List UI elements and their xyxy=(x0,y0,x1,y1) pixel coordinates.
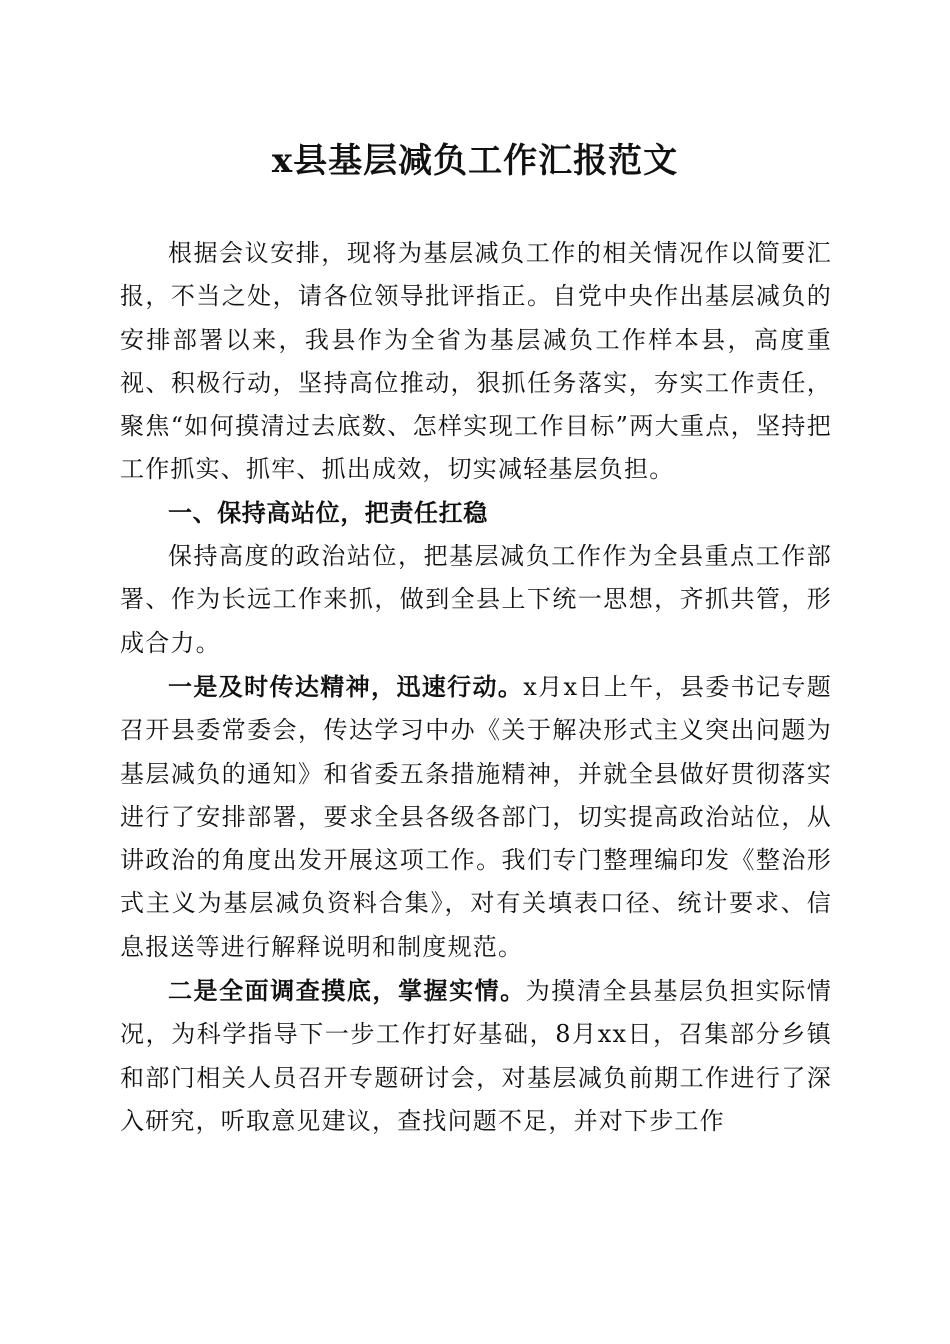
document-body xyxy=(120,232,832,1143)
point-text-1: x月x日上午，县委书记专题召开县委常委会，传达学习中办《关于解决形式主义突出问题为基层减负的通知》和省委五条措施精神，并就全县做好贯彻落实进行了安排部署，要求全县各级各部门，切实提高政治站位，从讲政治的角度出发开展这项工作。我们专门整理编印发《整治形式主义为基层减负资料合集》，对有关填表口径、统计要求、信息报送等进行解释说明和制度规范。 xyxy=(120,672,832,961)
point-text-2: 为摸清全县基层负担实际情况，为科学指导下一步工作打好基础，8月xx日，召集部分乡镇和部门相关人员召开专题研讨会，对基层减负前期工作进行了深入研究，听取意见建议，查找问题不足，并对下步工作 xyxy=(120,977,832,1135)
point-paragraph-1 xyxy=(120,665,832,969)
section-heading: 一、保持高站位，把责任扛稳 xyxy=(168,498,488,527)
point-lead-1: 一是及时传达精神，迅速行动。 xyxy=(168,671,524,701)
point-lead-2: 二是全面调查摸底，掌握实情。 xyxy=(168,976,526,1006)
section-paragraph: 保持高度的政治站位，把基层减负工作作为全县重点工作部署、作为长远工作来抓，做到全县上下统一思想，齐抓共管，形成合力。 xyxy=(120,542,832,657)
point-paragraph-2 xyxy=(120,969,832,1143)
document-title: x县基层减负工作汇报范文 xyxy=(271,141,679,181)
intro-paragraph: 根据会议安排，现将为基层减负工作的相关情况作以简要汇报，不当之处，请各位领导批评指正。自党中央作出基层减负的安排部署以来，我县作为全省为基层减负工作样本县，高度重视、积极行动，坚持高位推动，狠抓任务落实，夯实工作责任，聚焦“如何摸清过去底数、怎样实现工作目标”两大重点，坚持把工作抓实、抓牢、抓出成效，切实减轻基层负担。 xyxy=(120,239,832,484)
